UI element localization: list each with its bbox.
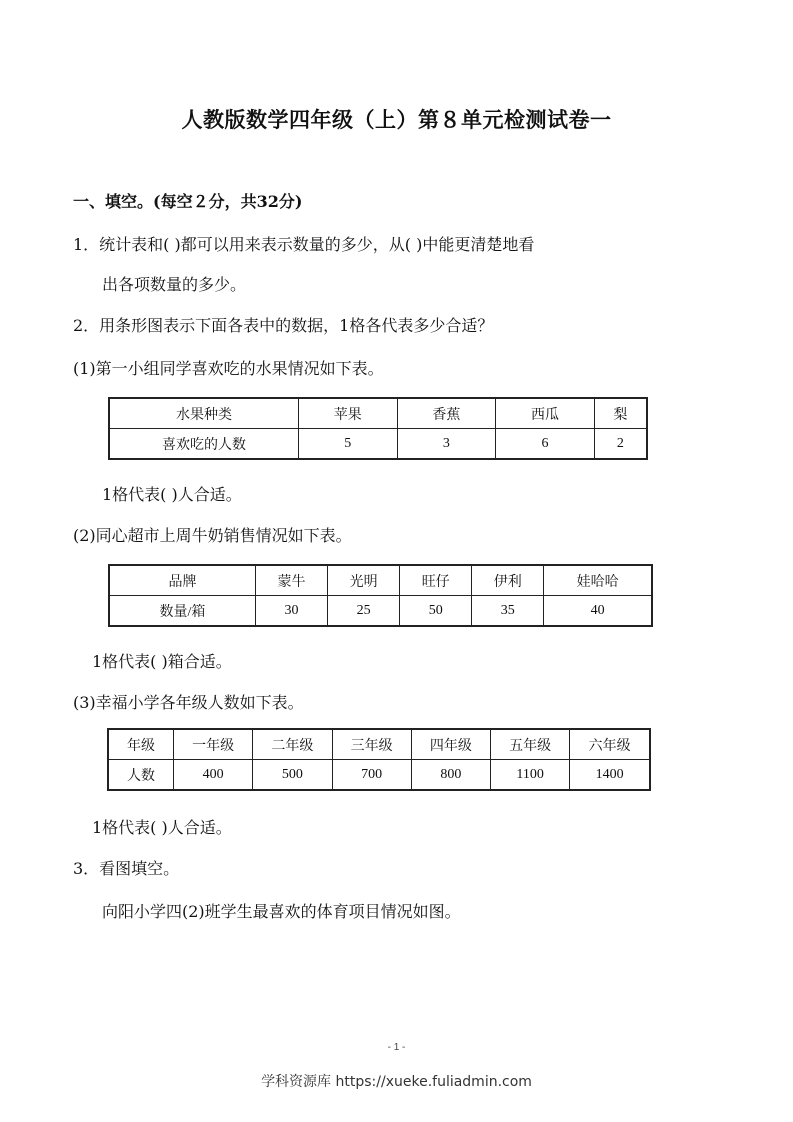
table-cell: 一年级 — [174, 729, 253, 760]
table-cell: 西瓜 — [496, 398, 595, 429]
table-cell: 梨 — [594, 398, 647, 429]
table-row — [109, 429, 647, 460]
question-2-1-answer: 1格代表( )人合适。 — [102, 485, 242, 504]
table-cell: 娃哈哈 — [544, 565, 652, 596]
table-row — [108, 729, 650, 760]
table-cell: 年级 — [108, 729, 174, 760]
table-cell: 人数 — [108, 760, 174, 791]
table-cell: 水果种类 — [109, 398, 299, 429]
table-cell: 品牌 — [109, 565, 256, 596]
table-cell: 六年级 — [570, 729, 650, 760]
question-3: 3．看图填空。 — [73, 859, 180, 878]
question-1-line-2: 出各项数量的多少。 — [102, 275, 247, 294]
table-cell: 5 — [299, 429, 398, 460]
table-cell: 喜欢吃的人数 — [109, 429, 299, 460]
question-2: 2．用条形图表示下面各表中的数据，1格各代表多少合适？ — [73, 316, 494, 335]
table-cell: 二年级 — [253, 729, 332, 760]
table-row — [108, 760, 650, 791]
table-cell: 五年级 — [491, 729, 570, 760]
table-cell: 400 — [174, 760, 253, 791]
milk-sales-table — [108, 564, 653, 627]
table-cell: 四年级 — [411, 729, 490, 760]
table-cell: 30 — [256, 596, 328, 627]
table-cell: 500 — [253, 760, 332, 791]
table-cell: 25 — [328, 596, 400, 627]
source-watermark: 学科资源库 https://xueke.fuliadmin.com — [261, 1074, 532, 1090]
table-cell: 2 — [594, 429, 647, 460]
table-row — [109, 565, 652, 596]
table-cell: 数量/箱 — [109, 596, 256, 627]
question-2-2-heading: (2)同心超市上周牛奶销售情况如下表。 — [73, 526, 352, 545]
table-cell: 6 — [496, 429, 595, 460]
table-cell: 40 — [544, 596, 652, 627]
table-cell: 1400 — [570, 760, 650, 791]
table-cell: 35 — [472, 596, 544, 627]
table-row — [109, 398, 647, 429]
page-number: - 1 - — [387, 1042, 406, 1053]
table-cell: 香蕉 — [397, 398, 496, 429]
table-cell: 50 — [400, 596, 472, 627]
question-2-2-answer: 1格代表( )箱合适。 — [92, 652, 232, 671]
question-2-3-answer: 1格代表( )人合适。 — [92, 818, 232, 837]
table-cell: 700 — [332, 760, 411, 791]
question-2-1-heading: (1)第一小组同学喜欢吃的水果情况如下表。 — [73, 359, 384, 378]
grade-population-table — [107, 728, 651, 791]
table-cell: 苹果 — [299, 398, 398, 429]
table-cell: 3 — [397, 429, 496, 460]
table-row — [109, 596, 652, 627]
table-cell: 三年级 — [332, 729, 411, 760]
section-heading-fill-in: 一、填空。(每空２分，共32分) — [73, 192, 303, 211]
table-cell: 旺仔 — [400, 565, 472, 596]
question-1-line-1: 1．统计表和( )都可以用来表示数量的多少，从( )中能更清楚地看 — [73, 235, 535, 254]
question-3-intro: 向阳小学四(2)班学生最喜欢的体育项目情况如图。 — [102, 902, 461, 921]
page-title: 人教版数学四年级（上）第８单元检测试卷一 — [181, 107, 612, 132]
fruit-table — [108, 397, 648, 460]
table-cell: 伊利 — [472, 565, 544, 596]
table-cell: 800 — [411, 760, 490, 791]
table-cell: 1100 — [491, 760, 570, 791]
table-cell: 光明 — [328, 565, 400, 596]
question-2-3-heading: (3)幸福小学各年级人数如下表。 — [73, 693, 304, 712]
table-cell: 蒙牛 — [256, 565, 328, 596]
